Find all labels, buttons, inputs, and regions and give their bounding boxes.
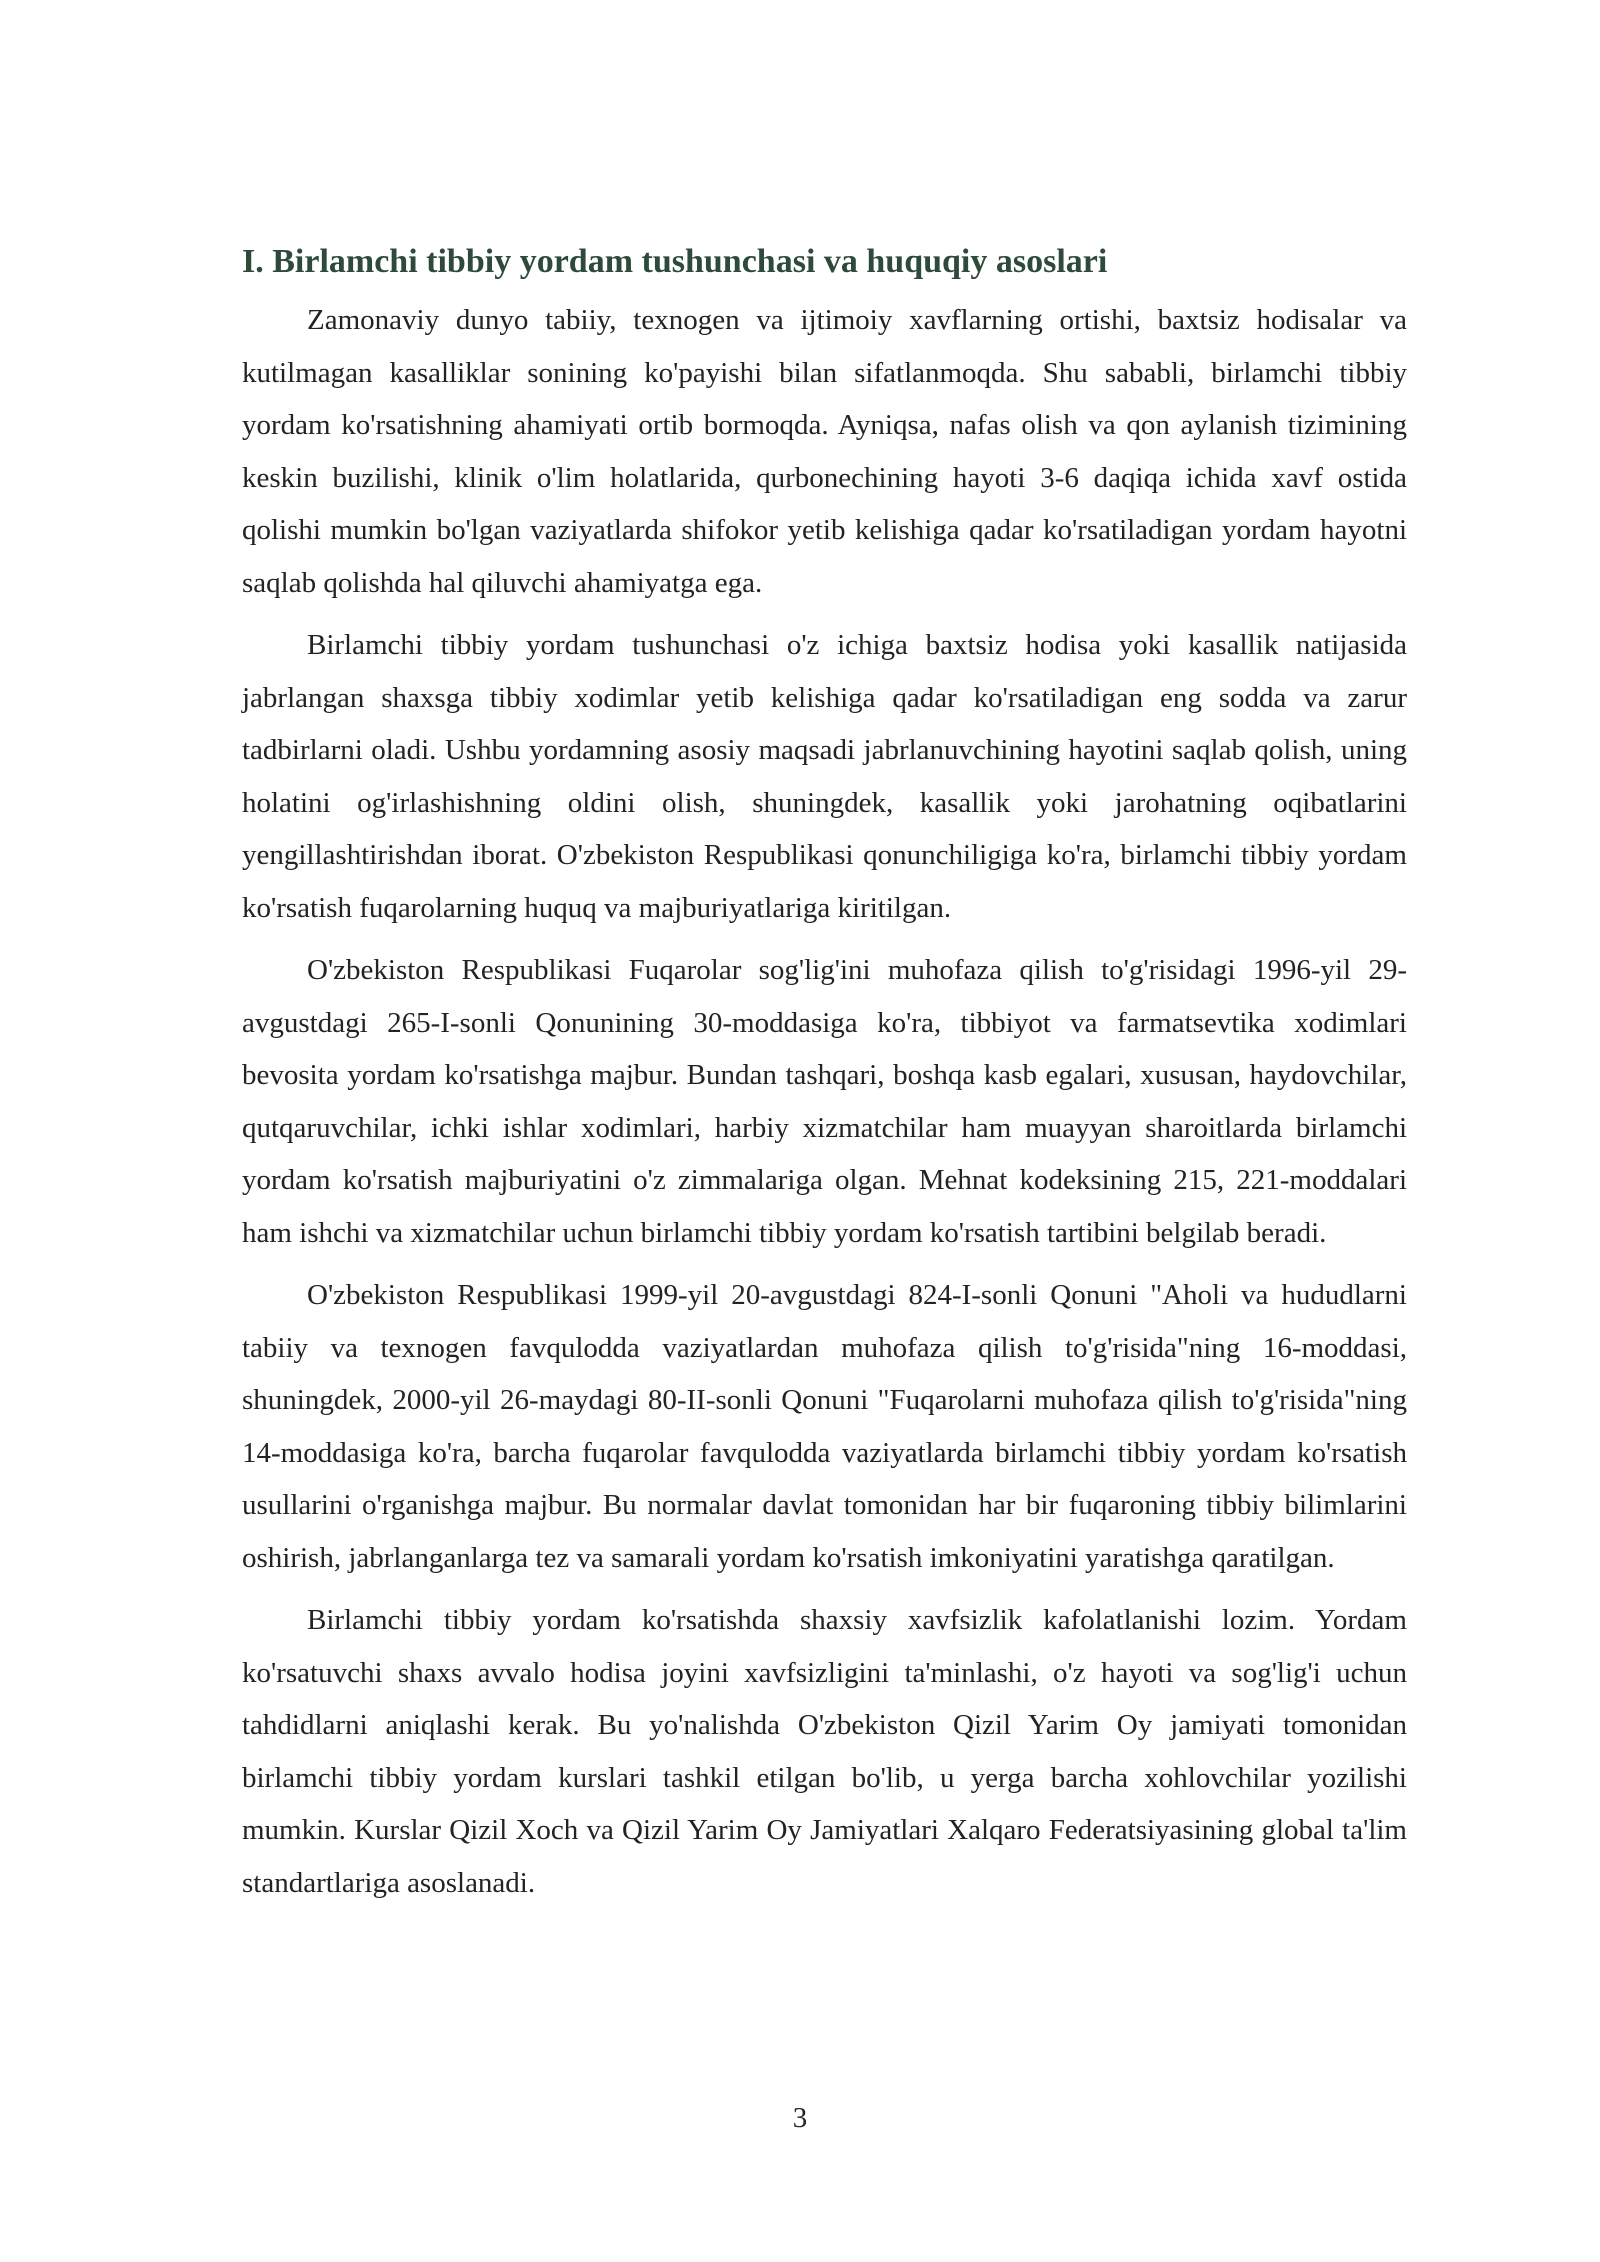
paragraph-3: O'zbekiston Respublikasi Fuqarolar sog'lig'ini muhofaza qilish to'g'risidagi 1996-yil 29-avgustdagi 265-I-sonli Qonunining 30-moddasiga ko'ra, tibbiyot va farmatsevtika xodimlari bevosita yordam ko'rsatishga majbur. Bundan tashqari, boshqa kasb egalari, xususan, haydovchilar, qutqaruvchilar, ichki ishlar xodimlari, harbiy xizmatchilar ham muayyan sharoitlarda birlamchi yordam ko'rsatish majburiyatini o'z zimmalariga olgan. Mehnat kodeksining 215, 221-moddalari ham ishchi va xizmatchilar uchun birlamchi tibbiy yordam ko'rsatish tartibini belgilab beradi.	[242, 954, 1407, 1249]
paragraph-4: O'zbekiston Respublikasi 1999-yil 20-avgustdagi 824-I-sonli Qonuni "Aholi va hududlarni tabiiy va texnogen favqulodda vaziyatlardan muhofaza qilish to'g'risida"ning 16-moddasi, shuningdek, 2000-yil 26-maydagi 80-II-sonli Qonuni "Fuqarolarni muhofaza qilish to'g'risida"ning 14-moddasiga ko'ra, barcha fuqarolar favqulodda vaziyatlarda birlamchi tibbiy yordam ko'rsatish usullarini o'rganishga majbur. Bu normalar davlat tomonidan har bir fuqaroning tibbiy bilimlarini oshirish, jabrlanganlarga tez va samarali yordam ko'rsatish imkoniyatini yaratishga qaratilgan.	[242, 1279, 1407, 1574]
paragraph-5: Birlamchi tibbiy yordam ko'rsatishda shaxsiy xavfsizlik kafolatlanishi lozim. Yordam ko'rsatuvchi shaxs avvalo hodisa joyini xavfsizligini ta'minlashi, o'z hayoti va sog'lig'i uchun tahdidlarni aniqlashi kerak. Bu yo'nalishda O'zbekiston Qizil Yarim Oy jamiyati tomonidan birlamchi tibbiy yordam kurslari tashkil etilgan bo'lib, u yerga barcha xohlovchilar yozilishi mumkin. Kurslar Qizil Xoch va Qizil Yarim Oy Jamiyatlari Xalqaro Federatsiyasining global ta'lim standartlariga asoslanadi.	[242, 1604, 1407, 1899]
paragraph-2: Birlamchi tibbiy yordam tushunchasi o'z ichiga baxtsiz hodisa yoki kasallik natijasida jabrlangan shaxsga tibbiy xodimlar yetib kelishiga qadar ko'rsatiladigan eng sodda va zarur tadbirlarni oladi. Ushbu yordamning asosiy maqsadi jabrlanuvchining hayotini saqlab qolish, uning holatini og'irlashishning oldini olish, shuningdek, kasallik yoki jarohatning oqibatlarini yengillashtirishdan iborat. O'zbekiston Respublikasi qonunchiligiga ko'ra, birlamchi tibbiy yordam ko'rsatish fuqarolarning huquq va majburiyatlariga kiritilgan.	[242, 629, 1407, 924]
page-number: 3	[792, 2102, 808, 2134]
paragraph-1: Zamonaviy dunyo tabiiy, texnogen va ijtimoiy xavflarning ortishi, baxtsiz hodisalar va kutilmagan kasalliklar sonining ko'payishi bilan sifatlanmoqda. Shu sababli, birlamchi tibbiy yordam ko'rsatishning ahamiyati ortib bormoqda. Ayniqsa, nafas olish va qon aylanish tizimining keskin buzilishi, klinik o'lim holatlarida, qurbonechining hayoti 3-6 daqiqa ichida xavf ostida qolishi mumkin bo'lgan vaziyatlarda shifokor yetib kelishiga qadar ko'rsatiladigan yordam hayotni saqlab qolishda hal qiluvchi ahamiyatga ega.	[242, 304, 1407, 599]
page-content	[242, 238, 1407, 1919]
section-heading: I. Birlamchi tibbiy yordam tushunchasi va huquqiy asoslari	[242, 243, 1108, 280]
